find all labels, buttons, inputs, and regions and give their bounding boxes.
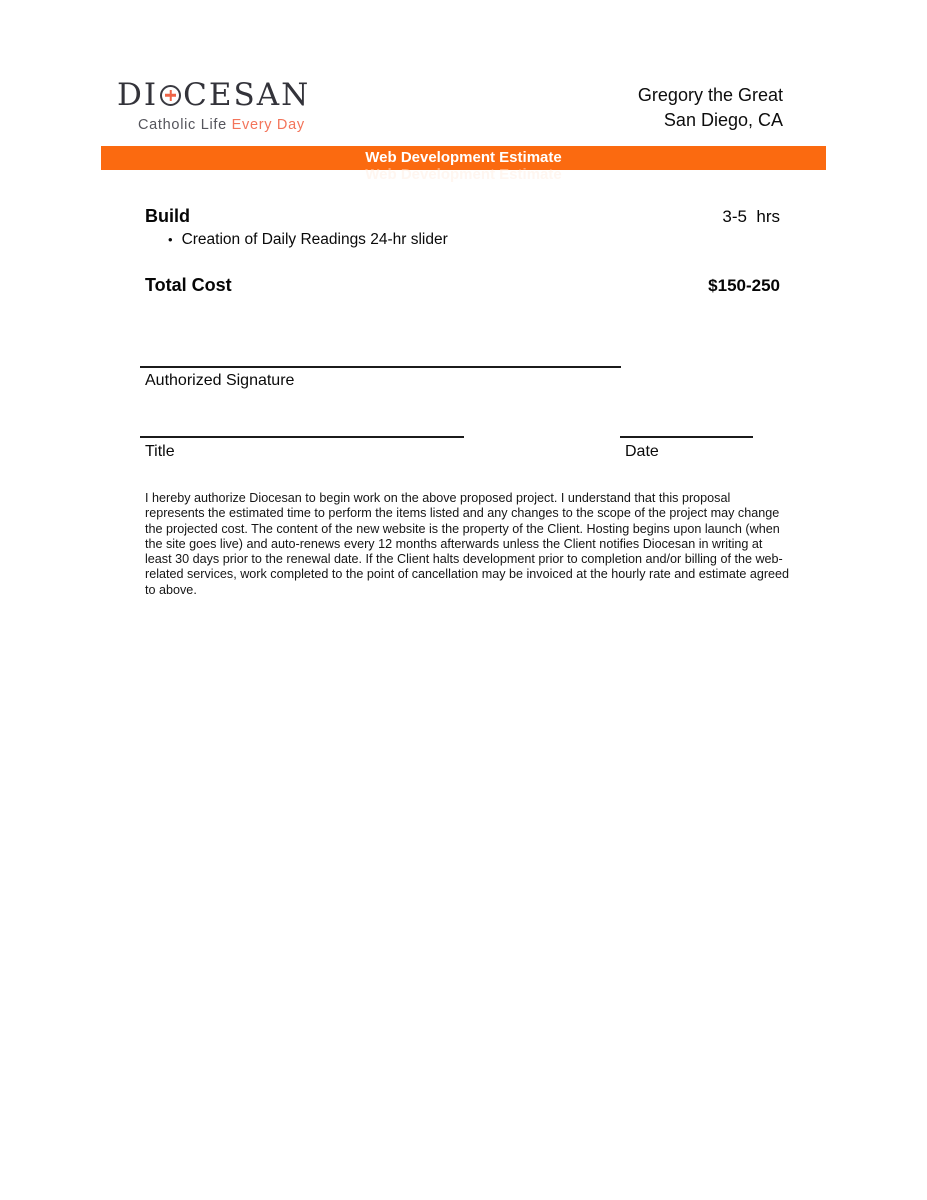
tagline-accent: Every Day [231, 117, 305, 133]
banner-title: Web Development Estimate [365, 149, 562, 166]
client-name: Gregory the Great [637, 85, 783, 105]
authorization-terms-paragraph: I hereby authorize Diocesan to begin work on the above proposed project. I understand that this proposal represents the estimated time to perform the items listed and any changes to the scope of the project may change the projected cost. The content of the new website is the property of the Client. Hosting begins upon launch (when the site goes live) and auto-renews every 12 months afterwards unless the Client notifies Diocesan in writing at least 30 days prior to the renewal date. If the Client halts development prior to completion and/or billing of the web-related services, work completed to the point of cancellation may be invoiced at the hourly rate and estimate agreed to above. [145, 491, 790, 597]
date-label: Date [625, 443, 659, 460]
brand-prefix: DI [117, 77, 159, 113]
total-cost-label: Total Cost [145, 275, 232, 295]
client-info [638, 83, 783, 133]
estimate-row-total-cost [145, 275, 780, 296]
bullet-icon: • [168, 232, 173, 247]
estimate-row-build [145, 206, 780, 227]
plus-in-circle-icon [160, 85, 181, 106]
brand-wordmark [117, 78, 310, 112]
estimate-title-banner [101, 146, 826, 183]
total-cost-value: $150-250 [708, 276, 780, 295]
authorized-signature-label: Authorized Signature [145, 372, 295, 389]
client-location: San Diego, CA [663, 110, 783, 130]
authorized-signature-line [140, 366, 621, 368]
tagline-dark: Catholic Life [138, 117, 232, 133]
title-label: Title [145, 443, 175, 460]
bullet-item-text: Creation of Daily Readings 24-hr slider [181, 231, 448, 248]
diocesan-logo [117, 78, 310, 133]
title-line [140, 436, 464, 438]
banner-title-ghost: Web Development Estimate [365, 166, 562, 183]
date-line [620, 436, 753, 438]
build-hours-value: 3-5 hrs [722, 207, 780, 226]
build-label: Build [145, 206, 190, 226]
brand-suffix: CESAN [183, 77, 311, 113]
brand-tagline [138, 117, 310, 133]
build-bullet-item [168, 231, 448, 249]
